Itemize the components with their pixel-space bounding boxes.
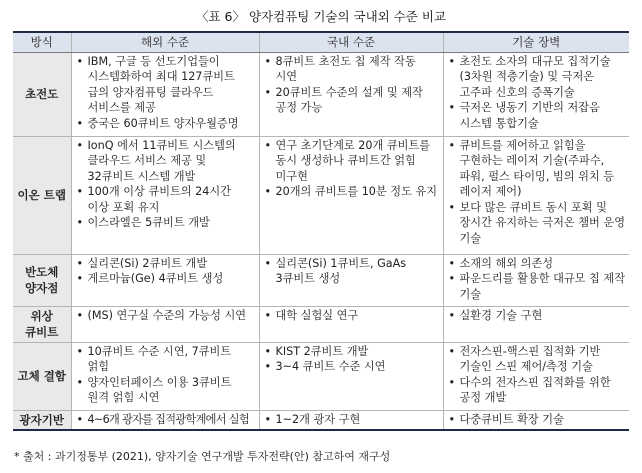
barriers-cell bbox=[443, 254, 629, 306]
barriers-cell bbox=[443, 410, 629, 430]
list-item: • 3~4 큐비트 수준 시연 bbox=[264, 359, 440, 375]
table-row bbox=[13, 136, 629, 254]
list-item: • 10큐비트 수준 시연, 7큐비트 얽힘 bbox=[76, 344, 256, 375]
list-item: • 연구 초기단계로 20개 큐비트를 동시 생성하나 큐비트간 얽힘 미구현 bbox=[264, 138, 440, 185]
domestic-cell bbox=[259, 410, 443, 430]
header-row bbox=[13, 32, 629, 52]
list-item: • 20큐비트 수준의 설계 및 제작 공정 가능 bbox=[264, 85, 440, 116]
table-row bbox=[13, 52, 629, 136]
list-item: • 실환경 기술 구현 bbox=[448, 308, 627, 324]
list-item: • 전자스핀-핵스핀 집적화 기반 기술인 스핀 제어/측정 기술 bbox=[448, 344, 627, 375]
list-item: • 대학 실험실 연구 bbox=[264, 308, 440, 324]
overseas-cell bbox=[71, 254, 259, 306]
header-domestic: 국내 수준 bbox=[259, 32, 443, 52]
barriers-cell bbox=[443, 306, 629, 342]
list-item: • 실리콘(Si) 2큐비트 개발 bbox=[76, 256, 256, 272]
row-category bbox=[13, 410, 71, 430]
list-item: • 보다 많은 큐비트 동시 포획 및 장시간 유지하는 극저온 챔버 운영 기술 bbox=[448, 200, 627, 247]
overseas-cell bbox=[71, 136, 259, 254]
list-item: • 8큐비트 초전도 칩 제작 작동 시연 bbox=[264, 54, 440, 85]
list-item: • 게르마늄(Ge) 4큐비트 생성 bbox=[76, 271, 256, 287]
barriers-cell bbox=[443, 52, 629, 136]
list-item: • 4~6개 광자를 집적광학계에서 실험 bbox=[76, 412, 256, 428]
barriers-cell bbox=[443, 342, 629, 410]
domestic-cell bbox=[259, 136, 443, 254]
list-item: • 다중큐비트 확장 기술 bbox=[448, 412, 627, 428]
category-label: 초전도 bbox=[25, 87, 59, 101]
list-item: • 실리콘(Si) 1큐비트, GaAs 3큐비트 생성 bbox=[264, 256, 440, 287]
list-item: • 소재의 해외 의존성 bbox=[448, 256, 627, 272]
overseas-cell bbox=[71, 306, 259, 342]
table-row bbox=[13, 254, 629, 306]
table-caption: 〈표 6〉 양자컴퓨팅 기술의 국내외 수준 비교 bbox=[196, 9, 446, 24]
category-label: 이온 트랩 bbox=[17, 188, 66, 202]
category-label: 반도체 양자점 bbox=[25, 265, 59, 295]
list-item: • 다수의 전자스핀 집적화를 위한 공정 개발 bbox=[448, 375, 627, 406]
overseas-cell bbox=[71, 52, 259, 136]
overseas-cell bbox=[71, 342, 259, 410]
row-category bbox=[13, 306, 71, 342]
list-item: • 이스라엘은 5큐비트 개발 bbox=[76, 215, 256, 231]
list-item: • 중국은 60큐비트 양자우월증명 bbox=[76, 116, 256, 132]
list-item: • 큐비트를 제어하고 읽힘을 구현하는 레이저 기술(주파수, 파워, 펄스 타이밍, 빔의 위치 등 레이저 제어) bbox=[448, 138, 627, 200]
row-category bbox=[13, 254, 71, 306]
source-note: * 출처 : 과기정통부 (2021), 양자기술 연구개발 투자전략(안) 참고하여 재구성 bbox=[14, 450, 391, 463]
category-label: 위상 큐비트 bbox=[25, 309, 59, 339]
row-category bbox=[13, 342, 71, 410]
list-item: • (MS) 연구실 수준의 가능성 시연 bbox=[76, 308, 256, 324]
list-item: • 파운드리를 활용한 대규모 칩 제작 기술 bbox=[448, 271, 627, 302]
list-item: • 극저온 냉동기 기반의 저잡음 시스템 통합기술 bbox=[448, 100, 627, 131]
table-row bbox=[13, 306, 629, 342]
domestic-cell bbox=[259, 52, 443, 136]
list-item: • 양자인터페이스 이용 3큐비트 원격 얽힘 시연 bbox=[76, 375, 256, 406]
list-item: • 100개 이상 큐비트의 24시간 이상 포획 유지 bbox=[76, 184, 256, 215]
list-item: • 20개의 큐비트를 10분 정도 유지 bbox=[264, 184, 440, 200]
list-item: • IonQ 에서 11큐비트 시스템의 클라우드 서비스 제공 및 32큐비트 시스템 개발 bbox=[76, 138, 256, 185]
domestic-cell bbox=[259, 342, 443, 410]
barriers-cell bbox=[443, 136, 629, 254]
row-category bbox=[13, 136, 71, 254]
category-label: 광자기반 bbox=[19, 412, 64, 427]
row-category bbox=[13, 52, 71, 136]
list-item: • IBM, 구글 등 선도기업들이 시스템화하여 최대 127큐비트 급의 양자컴퓨팅 클라우드 서비스를 제공 bbox=[76, 54, 256, 116]
domestic-cell bbox=[259, 306, 443, 342]
overseas-cell bbox=[71, 410, 259, 430]
category-label: 고체 결함 bbox=[17, 369, 66, 383]
list-item: • 초전도 소자의 대규모 집적기술(3차원 적층기술) 및 극저온 고주파 신호의 증폭기술 bbox=[448, 54, 627, 101]
comparison-table bbox=[13, 31, 629, 431]
header-barriers: 기술 장벽 bbox=[443, 32, 629, 52]
table-row bbox=[13, 410, 629, 430]
table-row bbox=[13, 342, 629, 410]
domestic-cell bbox=[259, 254, 443, 306]
list-item: • 1~2개 광자 구현 bbox=[264, 412, 440, 428]
list-item: • KIST 2큐비트 개발 bbox=[264, 344, 440, 360]
header-overseas: 해외 수준 bbox=[71, 32, 259, 52]
header-method: 방식 bbox=[13, 32, 71, 52]
